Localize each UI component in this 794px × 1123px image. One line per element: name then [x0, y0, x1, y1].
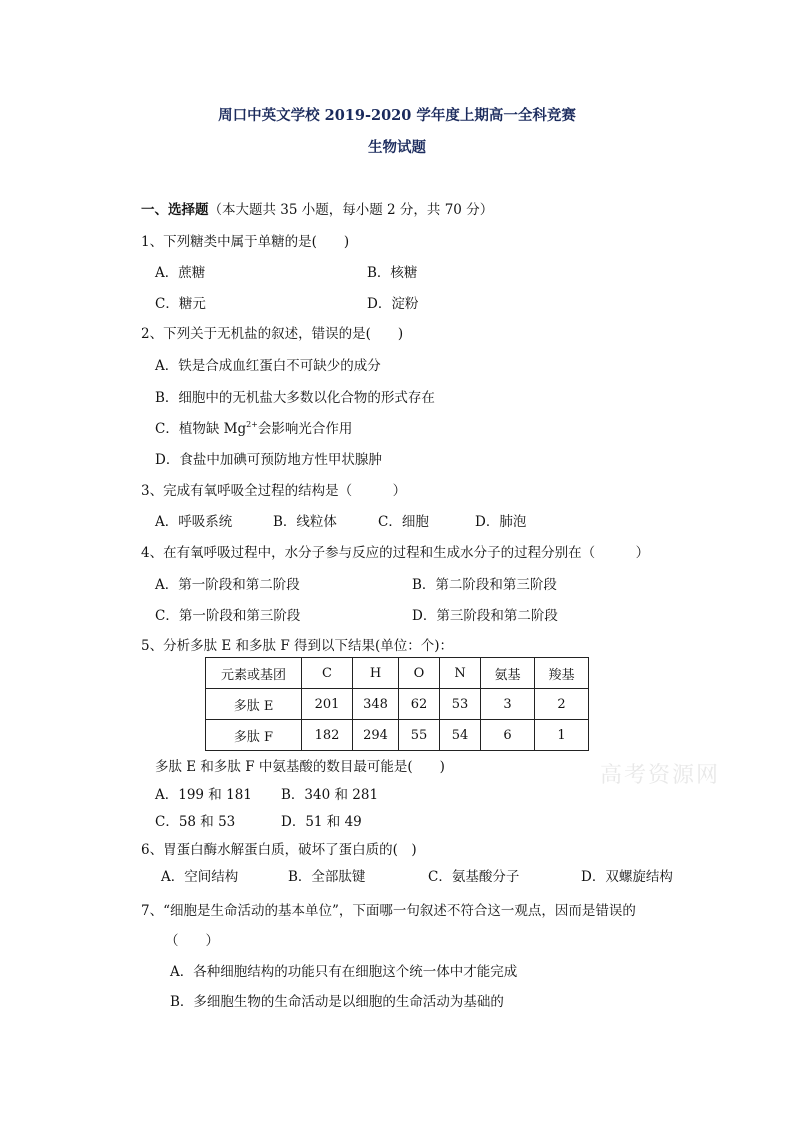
question-5-stem: 5、分析多肽 E 和多肽 F 得到以下结果(单位：个)： — [141, 638, 454, 654]
q5-option-c: C．58 和 53 — [155, 814, 236, 830]
polypeptide-table — [205, 657, 589, 751]
table-header-cell: 元素或基团 — [206, 658, 302, 689]
q5-option-d: D．51 和 49 — [281, 814, 362, 830]
q6-option-d: D．双螺旋结构 — [581, 869, 673, 885]
table-cell: 201 — [302, 689, 353, 720]
q5-option-b: B．340 和 281 — [281, 787, 379, 803]
q2-option-b: B．细胞中的无机盐大多数以化合物的形式存在 — [155, 390, 435, 406]
table-header-cell: C — [302, 658, 353, 689]
table-cell: 182 — [302, 720, 353, 751]
table-header-cell: 羧基 — [535, 658, 589, 689]
q6-option-a: A．空间结构 — [161, 869, 239, 885]
table-cell: 2 — [535, 689, 589, 720]
question-1-stem: 1、下列糖类中属于单糖的是( ) — [141, 234, 350, 250]
question-4-stem: 4、在有氧呼吸过程中，水分子参与反应的过程和生成水分子的过程分别在（ ） — [141, 545, 650, 561]
q3-option-a: A．呼吸系统 — [155, 514, 233, 530]
table-header-cell: N — [440, 658, 481, 689]
table-cell: 294 — [353, 720, 399, 751]
q3-option-c: C．细胞 — [378, 514, 429, 530]
exam-subtitle: 生物试题 — [368, 139, 426, 156]
q5-option-a: A．199 和 181 — [155, 787, 252, 803]
q4-option-c: C．第一阶段和第三阶段 — [155, 608, 301, 624]
q4-option-d: D．第三阶段和第二阶段 — [412, 608, 558, 624]
q2-option-c — [155, 417, 352, 437]
table-cell: 多肽 E — [206, 689, 302, 720]
q3-option-d: D．肺泡 — [475, 514, 527, 530]
q1-option-c: C．糖元 — [155, 296, 206, 312]
section-title: 一、选择题 — [141, 202, 209, 218]
q2-option-c-text: C．植物缺 Mg — [155, 421, 247, 437]
q1-option-d: D．淀粉 — [367, 296, 419, 312]
question-6-stem: 6、胃蛋白酶水解蛋白质，破坏了蛋白质的( ) — [141, 842, 417, 858]
question-7-paren: （ ） — [165, 933, 219, 949]
q6-option-c: C．氨基酸分子 — [428, 869, 520, 885]
watermark: 高考资源网 — [600, 763, 721, 788]
q4-option-a: A．第一阶段和第二阶段 — [155, 577, 300, 593]
q6-option-b: B．全部肽键 — [288, 869, 366, 885]
table-cell: 54 — [440, 720, 481, 751]
q3-option-b: B．线粒体 — [273, 514, 337, 530]
q7-option-b: B．多细胞生物的生命活动是以细胞的生命活动为基础的 — [170, 994, 504, 1010]
table-header-cell: 氨基 — [481, 658, 535, 689]
table-cell: 1 — [535, 720, 589, 751]
q2-option-a: A．铁是合成血红蛋白不可缺少的成分 — [155, 358, 381, 374]
table-cell: 55 — [399, 720, 440, 751]
q1-option-b: B．核糖 — [367, 265, 418, 281]
q2-option-c-text-end: 会影响光合作用 — [257, 421, 353, 437]
q7-option-a: A．各种细胞结构的功能只有在细胞这个统一体中才能完成 — [170, 964, 518, 980]
section-heading — [141, 198, 493, 218]
question-2-stem: 2、下列关于无机盐的叙述，错误的是( ) — [141, 326, 404, 342]
table-cell: 6 — [481, 720, 535, 751]
question-7-stem: 7、“细胞是生命活动的基本单位”，下面哪一句叙述不符合这一观点，因而是错误的 — [141, 903, 636, 919]
section-note: （本大题共 35 小题，每小题 2 分，共 70 分） — [208, 202, 494, 218]
table-header-row — [206, 658, 589, 689]
table-cell: 53 — [440, 689, 481, 720]
table-header-cell: H — [353, 658, 399, 689]
table-cell: 多肽 F — [206, 720, 302, 751]
question-5-question: 多肽 E 和多肽 F 中氨基酸的数目最可能是( ) — [155, 759, 445, 775]
q2-option-d: D．食盐中加碘可预防地方性甲状腺肿 — [155, 452, 382, 468]
table-cell: 62 — [399, 689, 440, 720]
table-row — [206, 689, 589, 720]
table-row — [206, 720, 589, 751]
table-cell: 348 — [353, 689, 399, 720]
q4-option-b: B．第二阶段和第三阶段 — [412, 577, 557, 593]
mg-charge-superscript: 2+ — [246, 420, 258, 429]
exam-title: 周口中英文学校 2019-2020 学年度上期高一全科竞赛 — [218, 107, 576, 124]
question-3-stem: 3、完成有氧呼吸全过程的结构是（ ） — [141, 483, 407, 499]
q1-option-a: A．蔗糖 — [155, 265, 206, 281]
table-header-cell: O — [399, 658, 440, 689]
table-cell: 3 — [481, 689, 535, 720]
